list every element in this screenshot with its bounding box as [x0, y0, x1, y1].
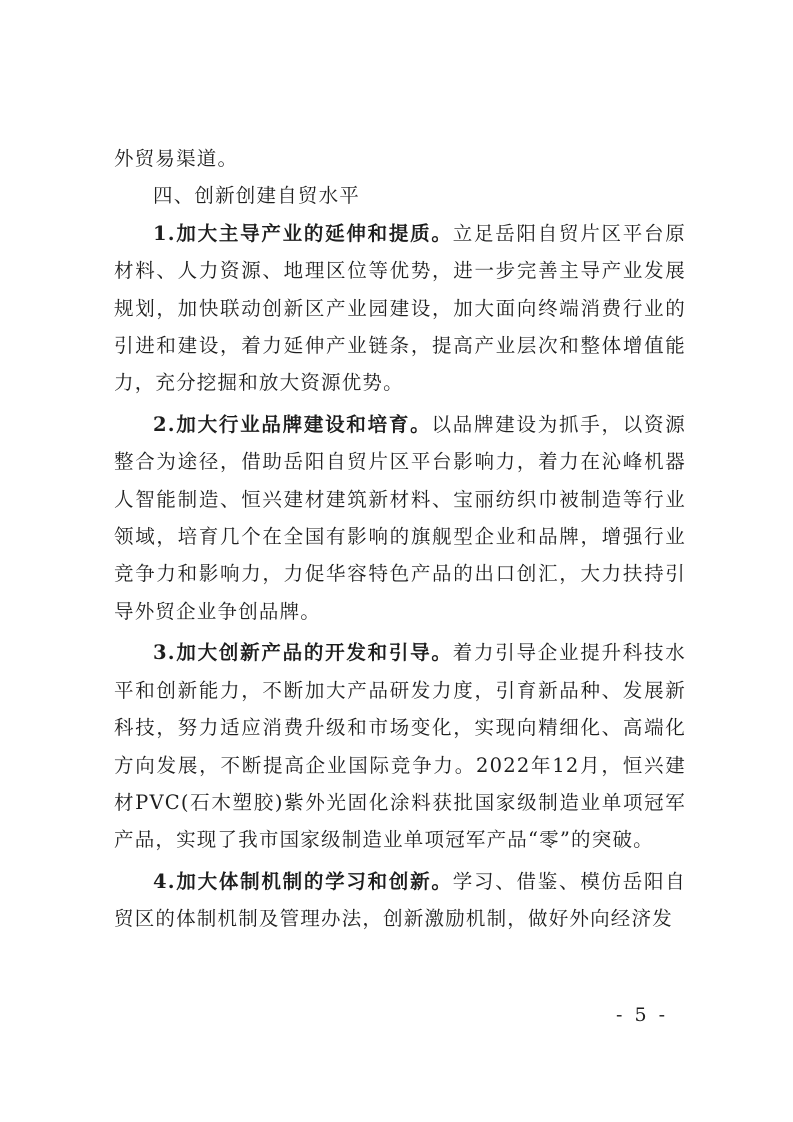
paragraph-3-text: 着力引导企业提升科技水平和创新能力，不断加大产品研发力度，引育新品种、发展新科技，努力适应消费升级和市场变化，实现向精细化、高端化方向发展，不断提高企业国际竞争力。2022年12月，恒兴建材PVC(石木塑胶)紫外光固化涂料获批国家级制造业单项冠军产品，实现了我市国家级制造业单项冠军产品“零”的突破。 — [114, 641, 687, 852]
paragraph-3-lead: 3.加大创新产品的开发和引导。 — [153, 641, 453, 665]
paragraph-1 — [114, 215, 686, 402]
paragraph-2-text: 以品牌建设为抓手，以资源整合为途径，借助岳阳自贸片区平台影响力，着力在沁峰机器人智能制造、恒兴建材建筑新材料、宝丽纺织巾被制造等行业领域，培育几个在全国有影响的旗舰型企业和品牌，增强行业竞争力和影响力，力促华容特色产品的出口创汇，大力扶持引导外贸企业争创品牌。 — [114, 412, 686, 623]
paragraph-2-lead: 2.加大行业品牌建设和培育。 — [153, 412, 432, 436]
page-number: - 5 - — [616, 1004, 669, 1026]
paragraph-2 — [114, 406, 686, 630]
section-heading: 四、创新创建自贸水平 — [153, 184, 361, 208]
continuation-text: 外贸易渠道。 — [114, 147, 239, 170]
paragraph-1-text: 立足岳阳自贸片区平台原材料、人力资源、地理区位等优势，进一步完善主导产业发展规划，加快联动创新区产业园建设，加大面向终端消费行业的引进和建设，着力延伸产业链条，提高产业层次和整体增值能力，充分挖掘和放大资源优势。 — [114, 221, 687, 395]
paragraph-1-lead: 1.加大主导产业的延伸和提质。 — [153, 221, 453, 245]
paragraph-4-lead: 4.加大体制机制的学习和创新。 — [153, 869, 453, 893]
paragraph-4 — [114, 863, 686, 938]
body-text — [114, 140, 686, 938]
paragraph-4-text: 学习、借鉴、模仿岳阳自贸区的体制机制及管理办法，创新激励机制，做好外向经济发 — [114, 869, 687, 931]
paragraph-3 — [114, 634, 686, 858]
